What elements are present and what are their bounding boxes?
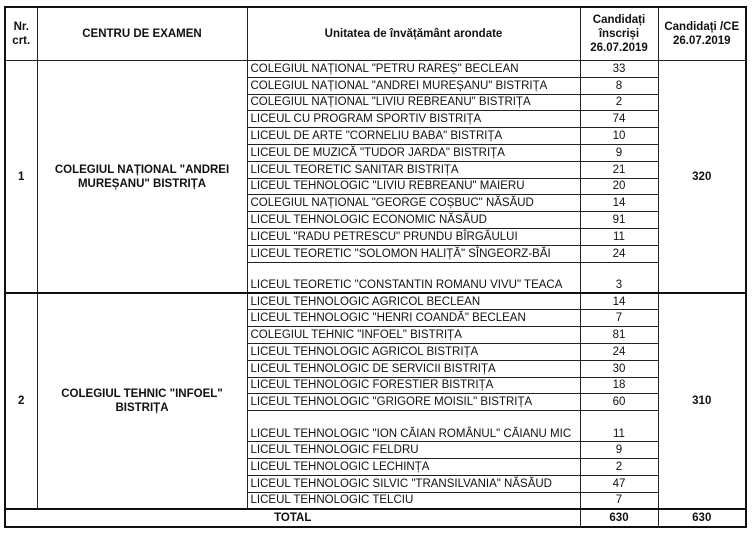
- school-unit: LICEUL TEORETIC SANITAR BISTRIȚA: [247, 161, 580, 178]
- exam-center-name: COLEGIUL NAȚIONAL "ANDREI MUREȘANU" BISTRIȚA: [37, 61, 247, 294]
- school-unit: LICEUL TEHNOLOGIC FORESTIER BISTRIȚA: [247, 377, 580, 394]
- table-row: [5, 293, 746, 310]
- school-unit: LICEUL TEHNOLOGIC AGRICOL BECLEAN: [247, 293, 580, 310]
- center-total: 310: [658, 293, 746, 509]
- header-candidates: Candidați înscriși 26.07.2019: [580, 7, 658, 61]
- candidate-count: 60: [580, 394, 658, 411]
- school-unit: COLEGIUL NAȚIONAL "LIVIU REBREANU" BISTRIȚA: [247, 94, 580, 111]
- header-row: [5, 7, 746, 61]
- header-nr: Nr. crt.: [5, 7, 37, 61]
- school-unit: COLEGIUL NAȚIONAL "PETRU RAREȘ" BECLEAN: [247, 61, 580, 78]
- school-unit: LICEUL TEHNOLOGIC "HENRI COANDĂ" BECLEAN: [247, 310, 580, 327]
- candidate-count: 81: [580, 327, 658, 344]
- candidate-count: 7: [580, 492, 658, 509]
- school-unit: LICEUL TEHNOLOGIC "GRIGORE MOISIL" BISTRIȚA: [247, 394, 580, 411]
- school-unit: LICEUL TEHNOLOGIC "ION CĂIAN ROMÂNUL" CĂIANU MIC: [247, 411, 580, 442]
- total-row: [5, 509, 746, 527]
- candidate-count: 11: [580, 411, 658, 442]
- school-unit: LICEUL TEHNOLOGIC SILVIC "TRANSILVANIA" NĂSĂUD: [247, 475, 580, 492]
- candidate-count: 3: [580, 262, 658, 293]
- school-unit: COLEGIUL NAȚIONAL "ANDREI MUREȘANU" BISTRIȚA: [247, 77, 580, 94]
- total-label: TOTAL: [5, 509, 580, 527]
- candidate-count: 74: [580, 111, 658, 128]
- center-total: 320: [658, 61, 746, 294]
- school-unit: LICEUL TEORETIC "CONSTANTIN ROMANU VIVU" TEACA: [247, 262, 580, 293]
- candidate-count: 91: [580, 212, 658, 229]
- school-unit: LICEUL DE ARTE "CORNELIU BABA" BISTRIȚA: [247, 128, 580, 145]
- candidate-count: 21: [580, 161, 658, 178]
- candidate-count: 47: [580, 475, 658, 492]
- candidate-count: 18: [580, 377, 658, 394]
- total-candidates: 630: [580, 509, 658, 527]
- school-unit: LICEUL "RADU PETRESCU" PRUNDU BÎRGĂULUI: [247, 228, 580, 245]
- school-unit: LICEUL TEHNOLOGIC AGRICOL BISTRIȚA: [247, 343, 580, 360]
- candidate-count: 14: [580, 195, 658, 212]
- candidate-count: 24: [580, 343, 658, 360]
- header-candidates-ce: Candidați /CE 26.07.2019: [658, 7, 746, 61]
- group-number: 2: [5, 293, 37, 509]
- candidate-count: 9: [580, 442, 658, 459]
- candidate-count: 8: [580, 77, 658, 94]
- candidate-count: 2: [580, 94, 658, 111]
- school-unit: LICEUL TEHNOLOGIC ECONOMIC NĂSĂUD: [247, 212, 580, 229]
- candidate-count: 24: [580, 245, 658, 262]
- table-row: [5, 61, 746, 78]
- candidate-count: 9: [580, 144, 658, 161]
- exam-center-name: COLEGIUL TEHNIC "INFOEL" BISTRIȚA: [37, 293, 247, 509]
- table-body: [5, 61, 746, 527]
- candidate-count: 33: [580, 61, 658, 78]
- school-unit: LICEUL CU PROGRAM SPORTIV BISTRIȚA: [247, 111, 580, 128]
- school-unit: LICEUL TEHNOLOGIC LECHINȚA: [247, 458, 580, 475]
- candidate-count: 11: [580, 228, 658, 245]
- candidate-count: 30: [580, 360, 658, 377]
- candidate-count: 20: [580, 178, 658, 195]
- school-unit: LICEUL DE MUZICĂ "TUDOR JARDA" BISTRIȚA: [247, 144, 580, 161]
- candidate-count: 2: [580, 458, 658, 475]
- school-unit: COLEGIUL NAȚIONAL "GEORGE COȘBUC" NĂSĂUD: [247, 195, 580, 212]
- candidate-count: 7: [580, 310, 658, 327]
- exam-centers-table: [4, 6, 747, 528]
- candidate-count: 10: [580, 128, 658, 145]
- candidate-count: 14: [580, 293, 658, 310]
- school-unit: COLEGIUL TEHNIC "INFOEL" BISTRIȚA: [247, 327, 580, 344]
- school-unit: LICEUL TEHNOLOGIC FELDRU: [247, 442, 580, 459]
- school-unit: LICEUL TEORETIC "SOLOMON HALIȚĂ" SÎNGEORZ-BĂI: [247, 245, 580, 262]
- school-unit: LICEUL TEHNOLOGIC DE SERVICII BISTRIȚA: [247, 360, 580, 377]
- group-number: 1: [5, 61, 37, 294]
- header-unit: Unitatea de învățământ arondate: [247, 7, 580, 61]
- school-unit: LICEUL TEHNOLOGIC "LIVIU REBREANU" MAIERU: [247, 178, 580, 195]
- header-center: CENTRU DE EXAMEN: [37, 7, 247, 61]
- total-candidates-ce: 630: [658, 509, 746, 527]
- school-unit: LICEUL TEHNOLOGIC TELCIU: [247, 492, 580, 509]
